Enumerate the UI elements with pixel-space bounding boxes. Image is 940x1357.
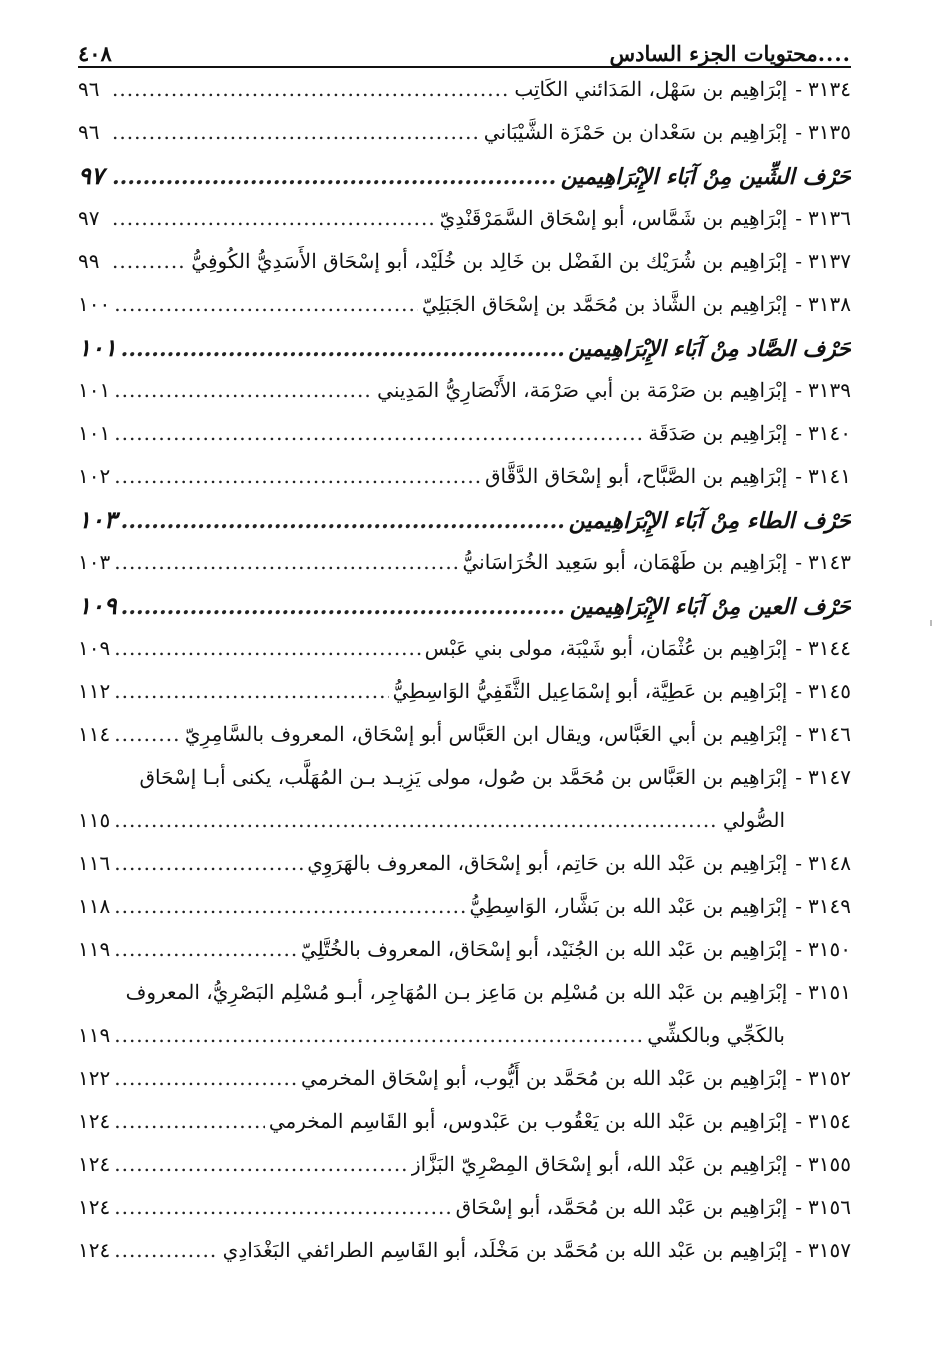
leader-dots bbox=[112, 197, 436, 240]
section-heading bbox=[78, 154, 851, 197]
toc-entry bbox=[78, 627, 851, 670]
section-title: حَرْف العين مِنْ آبَاء الإِبْرَاهِيمين bbox=[569, 594, 851, 620]
leader-dots bbox=[114, 1229, 218, 1272]
entry-dash: - bbox=[795, 722, 803, 746]
toc-entry bbox=[78, 455, 851, 498]
entry-title-cont: بالكَجِّي وبالكشِّي bbox=[647, 1023, 785, 1047]
entry-title: إبْرَاهِيم بن عَبْد الله بن حَاتِم، أبو إسْحَاق، المعروف بالهَرَوِي bbox=[307, 851, 788, 875]
leader-dots bbox=[121, 500, 565, 543]
toc-entry bbox=[78, 842, 851, 885]
toc-entry-continuation bbox=[78, 1014, 851, 1057]
page-header bbox=[78, 28, 851, 68]
entry-dash: - bbox=[795, 464, 803, 488]
entry-page: ١٠١ bbox=[78, 421, 111, 445]
toc-entry bbox=[78, 670, 851, 713]
toc-entry bbox=[78, 1143, 851, 1186]
entry-title: إبْرَاهِيم بن عَبْد الله بن مُحَمَّد، أبو إسْحَاق bbox=[455, 1195, 788, 1219]
entry-dash: - bbox=[795, 206, 803, 230]
entry-number: ٣١٣٥ bbox=[808, 120, 851, 144]
section-page: ٩٧ bbox=[78, 161, 104, 190]
leader-dots bbox=[114, 541, 458, 584]
entry-dash: - bbox=[795, 1109, 803, 1133]
entry-number: ٣١٥١ bbox=[808, 980, 851, 1004]
entry-dash: - bbox=[795, 980, 803, 1004]
entry-dash: - bbox=[795, 249, 803, 273]
leader-dots bbox=[114, 1100, 265, 1143]
entry-dash: - bbox=[795, 1152, 803, 1176]
toc-entry bbox=[78, 1100, 851, 1143]
entry-number: ٣١٤٤ bbox=[808, 636, 851, 660]
leader-dots bbox=[114, 1014, 643, 1057]
entry-dash: - bbox=[795, 765, 803, 789]
entry-number: ٣١٥٤ bbox=[808, 1109, 851, 1133]
entry-number: ٣١٤٠ bbox=[808, 421, 851, 445]
entry-number: ٣١٣٦ bbox=[808, 206, 851, 230]
toc-entry bbox=[78, 1229, 851, 1272]
entry-title: إبْرَاهِيم بن عُثْمَان، أبو شَيْبَة، مولى بني عَبْس bbox=[424, 636, 788, 660]
entry-title: إبْرَاهِيم بن طَهْمَان، أبو سَعِيد الخُرَاسَانيُّ bbox=[462, 550, 788, 574]
leader-dots bbox=[112, 156, 557, 199]
leader-dots bbox=[114, 885, 465, 928]
entry-page: ١٢٤ bbox=[78, 1195, 111, 1219]
entry-number: ٣١٤١ bbox=[808, 464, 851, 488]
entry-title: إبْرَاهِيم بن عَبْد الله بن الجُنَيْد، أبو إسْحَاق، المعروف بالخُتَّلِيّ bbox=[300, 937, 788, 961]
entry-title: إبْرَاهِيم بن عَبْد الله بن يَعْقُوب بن عَبْدوس، أبو القَاسِم المخرمي bbox=[268, 1109, 788, 1133]
entry-title: إبْرَاهِيم بن صَدَقَة bbox=[648, 421, 788, 445]
entry-number: ٣١٣٤ bbox=[808, 77, 851, 101]
entry-number: ٣١٥٦ bbox=[808, 1195, 851, 1219]
leader-dots bbox=[114, 455, 481, 498]
header-title: محتويات الجزء السادس bbox=[609, 41, 818, 66]
toc-entry bbox=[78, 713, 851, 756]
entry-dash: - bbox=[795, 77, 803, 101]
section-title: حَرْف الطاء مِنْ آبَاء الإِبْرَاهِيمين bbox=[568, 508, 851, 534]
section-page: ١٠١ bbox=[78, 333, 117, 362]
entry-title: إبْرَاهِيم بن شَمَّاس، أبو إسْحَاق السَّمَرْقَنْدِيّ bbox=[439, 206, 788, 230]
entry-page: ١١٦ bbox=[78, 851, 111, 875]
entry-title: إبْرَاهِيم بن سَعْدان بن حَمْزَة الشَّيْبَاني bbox=[483, 120, 788, 144]
toc-entry bbox=[78, 1057, 851, 1100]
entry-page: ٩٩ bbox=[78, 249, 100, 273]
entry-number: ٣١٣٩ bbox=[808, 378, 851, 402]
leader-dots bbox=[114, 369, 373, 412]
entry-page: ١٠٢ bbox=[78, 464, 111, 488]
entry-dash: - bbox=[795, 292, 803, 316]
entry-page: ١١٥ bbox=[78, 808, 111, 832]
leader-dots bbox=[114, 842, 303, 885]
toc-entry bbox=[78, 240, 851, 283]
entry-number: ٣١٤٩ bbox=[808, 894, 851, 918]
toc-page bbox=[78, 28, 851, 1272]
toc-entry bbox=[78, 369, 851, 412]
entry-title: إبْرَاهِيم بن شُرَيْك بن الفَضْل بن خَالِد بن خُلَيْد، أبو إسْحَاق الأَسَدِيُّ الكُوفِيُّ bbox=[191, 249, 788, 273]
entry-title: إبْرَاهِيم بن عَطِيَّة، أبو إسْمَاعِيل الثَّقَفِيُّ الوَاسِطِيُّ bbox=[392, 679, 788, 703]
entry-page: ١٠٣ bbox=[78, 550, 111, 574]
section-title: حَرْف الشِّين مِنْ آبَاء الإِبْرَاهِيمين bbox=[560, 164, 851, 190]
entry-page: ٩٦ bbox=[78, 120, 100, 144]
entry-title: إبْرَاهِيم بن الصَّبَّاح، أبو إسْحَاق الدَّقَّاق bbox=[484, 464, 788, 488]
toc-entry bbox=[78, 928, 851, 971]
entry-number: ٣١٤٣ bbox=[808, 550, 851, 574]
entry-number: ٣١٥٧ bbox=[808, 1238, 851, 1262]
toc-entry bbox=[78, 197, 851, 240]
toc-entry bbox=[78, 111, 851, 154]
toc-list bbox=[78, 68, 851, 1272]
leader-dots bbox=[112, 111, 480, 154]
entry-dash: - bbox=[795, 937, 803, 961]
entry-number: ٣١٤٦ bbox=[808, 722, 851, 746]
entry-dash: - bbox=[795, 120, 803, 144]
entry-title-cont: الصُّولي bbox=[722, 808, 785, 832]
entry-title: إبْرَاهِيم بن عَبْد الله بن مُحَمَّد بن مَخْلَد، أبو القَاسِم الطرائفي البَغْدَادِي bbox=[222, 1238, 788, 1262]
entry-title: إبْرَاهِيم بن العَبَّاس بن مُحَمَّد بن صُول، مولى يَزِيـد بـن المُهَلَّب، يكنى أبـا إسْحَاق bbox=[139, 765, 788, 789]
toc-entry bbox=[78, 971, 851, 1014]
section-heading bbox=[78, 498, 851, 541]
entry-dash: - bbox=[795, 421, 803, 445]
leader-dots bbox=[114, 1143, 407, 1186]
entry-page: ١٠١ bbox=[78, 378, 111, 402]
leader-dots bbox=[114, 283, 418, 326]
toc-entry bbox=[78, 756, 851, 799]
entry-page: ١٢٤ bbox=[78, 1109, 111, 1133]
entry-dash: - bbox=[795, 378, 803, 402]
leader-dots bbox=[114, 713, 181, 756]
entry-dash: - bbox=[795, 550, 803, 574]
toc-entry bbox=[78, 541, 851, 584]
entry-page: ١٠٠ bbox=[78, 292, 111, 316]
entry-page: ٩٦ bbox=[78, 77, 100, 101]
entry-number: ٣١٥٠ bbox=[808, 937, 851, 961]
leader-dots bbox=[121, 328, 565, 371]
entry-dash: - bbox=[795, 636, 803, 660]
entry-dash: - bbox=[795, 679, 803, 703]
entry-dash: - bbox=[795, 894, 803, 918]
toc-entry bbox=[78, 283, 851, 326]
section-heading bbox=[78, 326, 851, 369]
margin-mark bbox=[930, 620, 932, 626]
page-number: ٤٠٨ bbox=[78, 41, 112, 66]
entry-page: ١٢٢ bbox=[78, 1066, 111, 1090]
entry-number: ٣١٤٧ bbox=[808, 765, 851, 789]
section-page: ١٠٩ bbox=[78, 591, 117, 620]
entry-title: إبْرَاهِيم بن الشَّاذ بن مُحَمَّد بن إسْحَاق الجَبَلِيّ bbox=[421, 292, 788, 316]
entry-title: إبْرَاهِيم بن عَبْد الله، أبو إسْحَاق المِصْرِيّ البَزَّاز bbox=[410, 1152, 788, 1176]
section-heading bbox=[78, 584, 851, 627]
entry-dash: - bbox=[795, 1195, 803, 1219]
leader-dots bbox=[114, 1186, 451, 1229]
entry-number: ٣١٣٧ bbox=[808, 249, 851, 273]
section-page: ١٠٣ bbox=[78, 505, 117, 534]
leader-dots bbox=[114, 627, 420, 670]
entry-dash: - bbox=[795, 851, 803, 875]
entry-page: ١١٤ bbox=[78, 722, 111, 746]
leader-dots bbox=[114, 799, 719, 842]
entry-page: ١٢٤ bbox=[78, 1238, 111, 1262]
running-title bbox=[610, 41, 851, 66]
toc-entry bbox=[78, 885, 851, 928]
entry-number: ٣١٥٥ bbox=[808, 1152, 851, 1176]
toc-entry-continuation bbox=[78, 799, 851, 842]
leader-dots bbox=[114, 670, 388, 713]
entry-page: ١٢٤ bbox=[78, 1152, 111, 1176]
entry-page: ١١٩ bbox=[78, 937, 111, 961]
leader-dots bbox=[112, 68, 510, 111]
leader-dots bbox=[121, 586, 566, 629]
leader-dots bbox=[112, 240, 187, 283]
entry-dash: - bbox=[795, 1066, 803, 1090]
entry-page: ٩٧ bbox=[78, 206, 100, 230]
leader-dots bbox=[114, 1057, 297, 1100]
leader-dots bbox=[114, 928, 297, 971]
entry-title: إبْرَاهِيم بن أبي العَبَّاس، ويقال ابن العَبَّاس أبو إسْحَاق، المعروف بالسَّامِرِيّ bbox=[184, 722, 788, 746]
entry-number: ٣١٤٥ bbox=[808, 679, 851, 703]
entry-number: ٣١٥٢ bbox=[808, 1066, 851, 1090]
toc-entry bbox=[78, 68, 851, 111]
entry-page: ١١٢ bbox=[78, 679, 111, 703]
entry-number: ٣١٤٨ bbox=[808, 851, 851, 875]
header-dots: .... bbox=[817, 41, 851, 66]
entry-number: ٣١٣٨ bbox=[808, 292, 851, 316]
toc-entry bbox=[78, 412, 851, 455]
entry-title: إبْرَاهِيم بن عَبْد الله بن بَشَّار، الوَاسِطِيُّ bbox=[469, 894, 788, 918]
entry-title: إبْرَاهِيم بن صَرْمَة بن أبي صَرْمَة، الأَنْصَارِيُّ المَدِيني bbox=[377, 378, 788, 402]
entry-page: ١١٩ bbox=[78, 1023, 111, 1047]
entry-title: إبْرَاهِيم بن عَبْد الله بن مُحَمَّد بن أَيُّوب، أبو إسْحَاق المخرمي bbox=[300, 1066, 788, 1090]
entry-dash: - bbox=[795, 1238, 803, 1262]
leader-dots bbox=[114, 412, 644, 455]
section-title: حَرْف الصَّاد مِنْ آبَاء الإِبْرَاهِيمين bbox=[568, 336, 851, 362]
entry-title: إبْرَاهِيم بن سَهْل، المَدَائني الكَاتِب bbox=[514, 77, 788, 101]
entry-title: إبْرَاهِيم بن عَبْد الله بن مُسْلِم بن مَاعِز بـن المُهَاجِر، أبـو مُسْلِم البَصْرِيُّ، المعروف bbox=[125, 980, 788, 1004]
entry-page: ١١٨ bbox=[78, 894, 111, 918]
entry-page: ١٠٩ bbox=[78, 636, 111, 660]
toc-entry bbox=[78, 1186, 851, 1229]
